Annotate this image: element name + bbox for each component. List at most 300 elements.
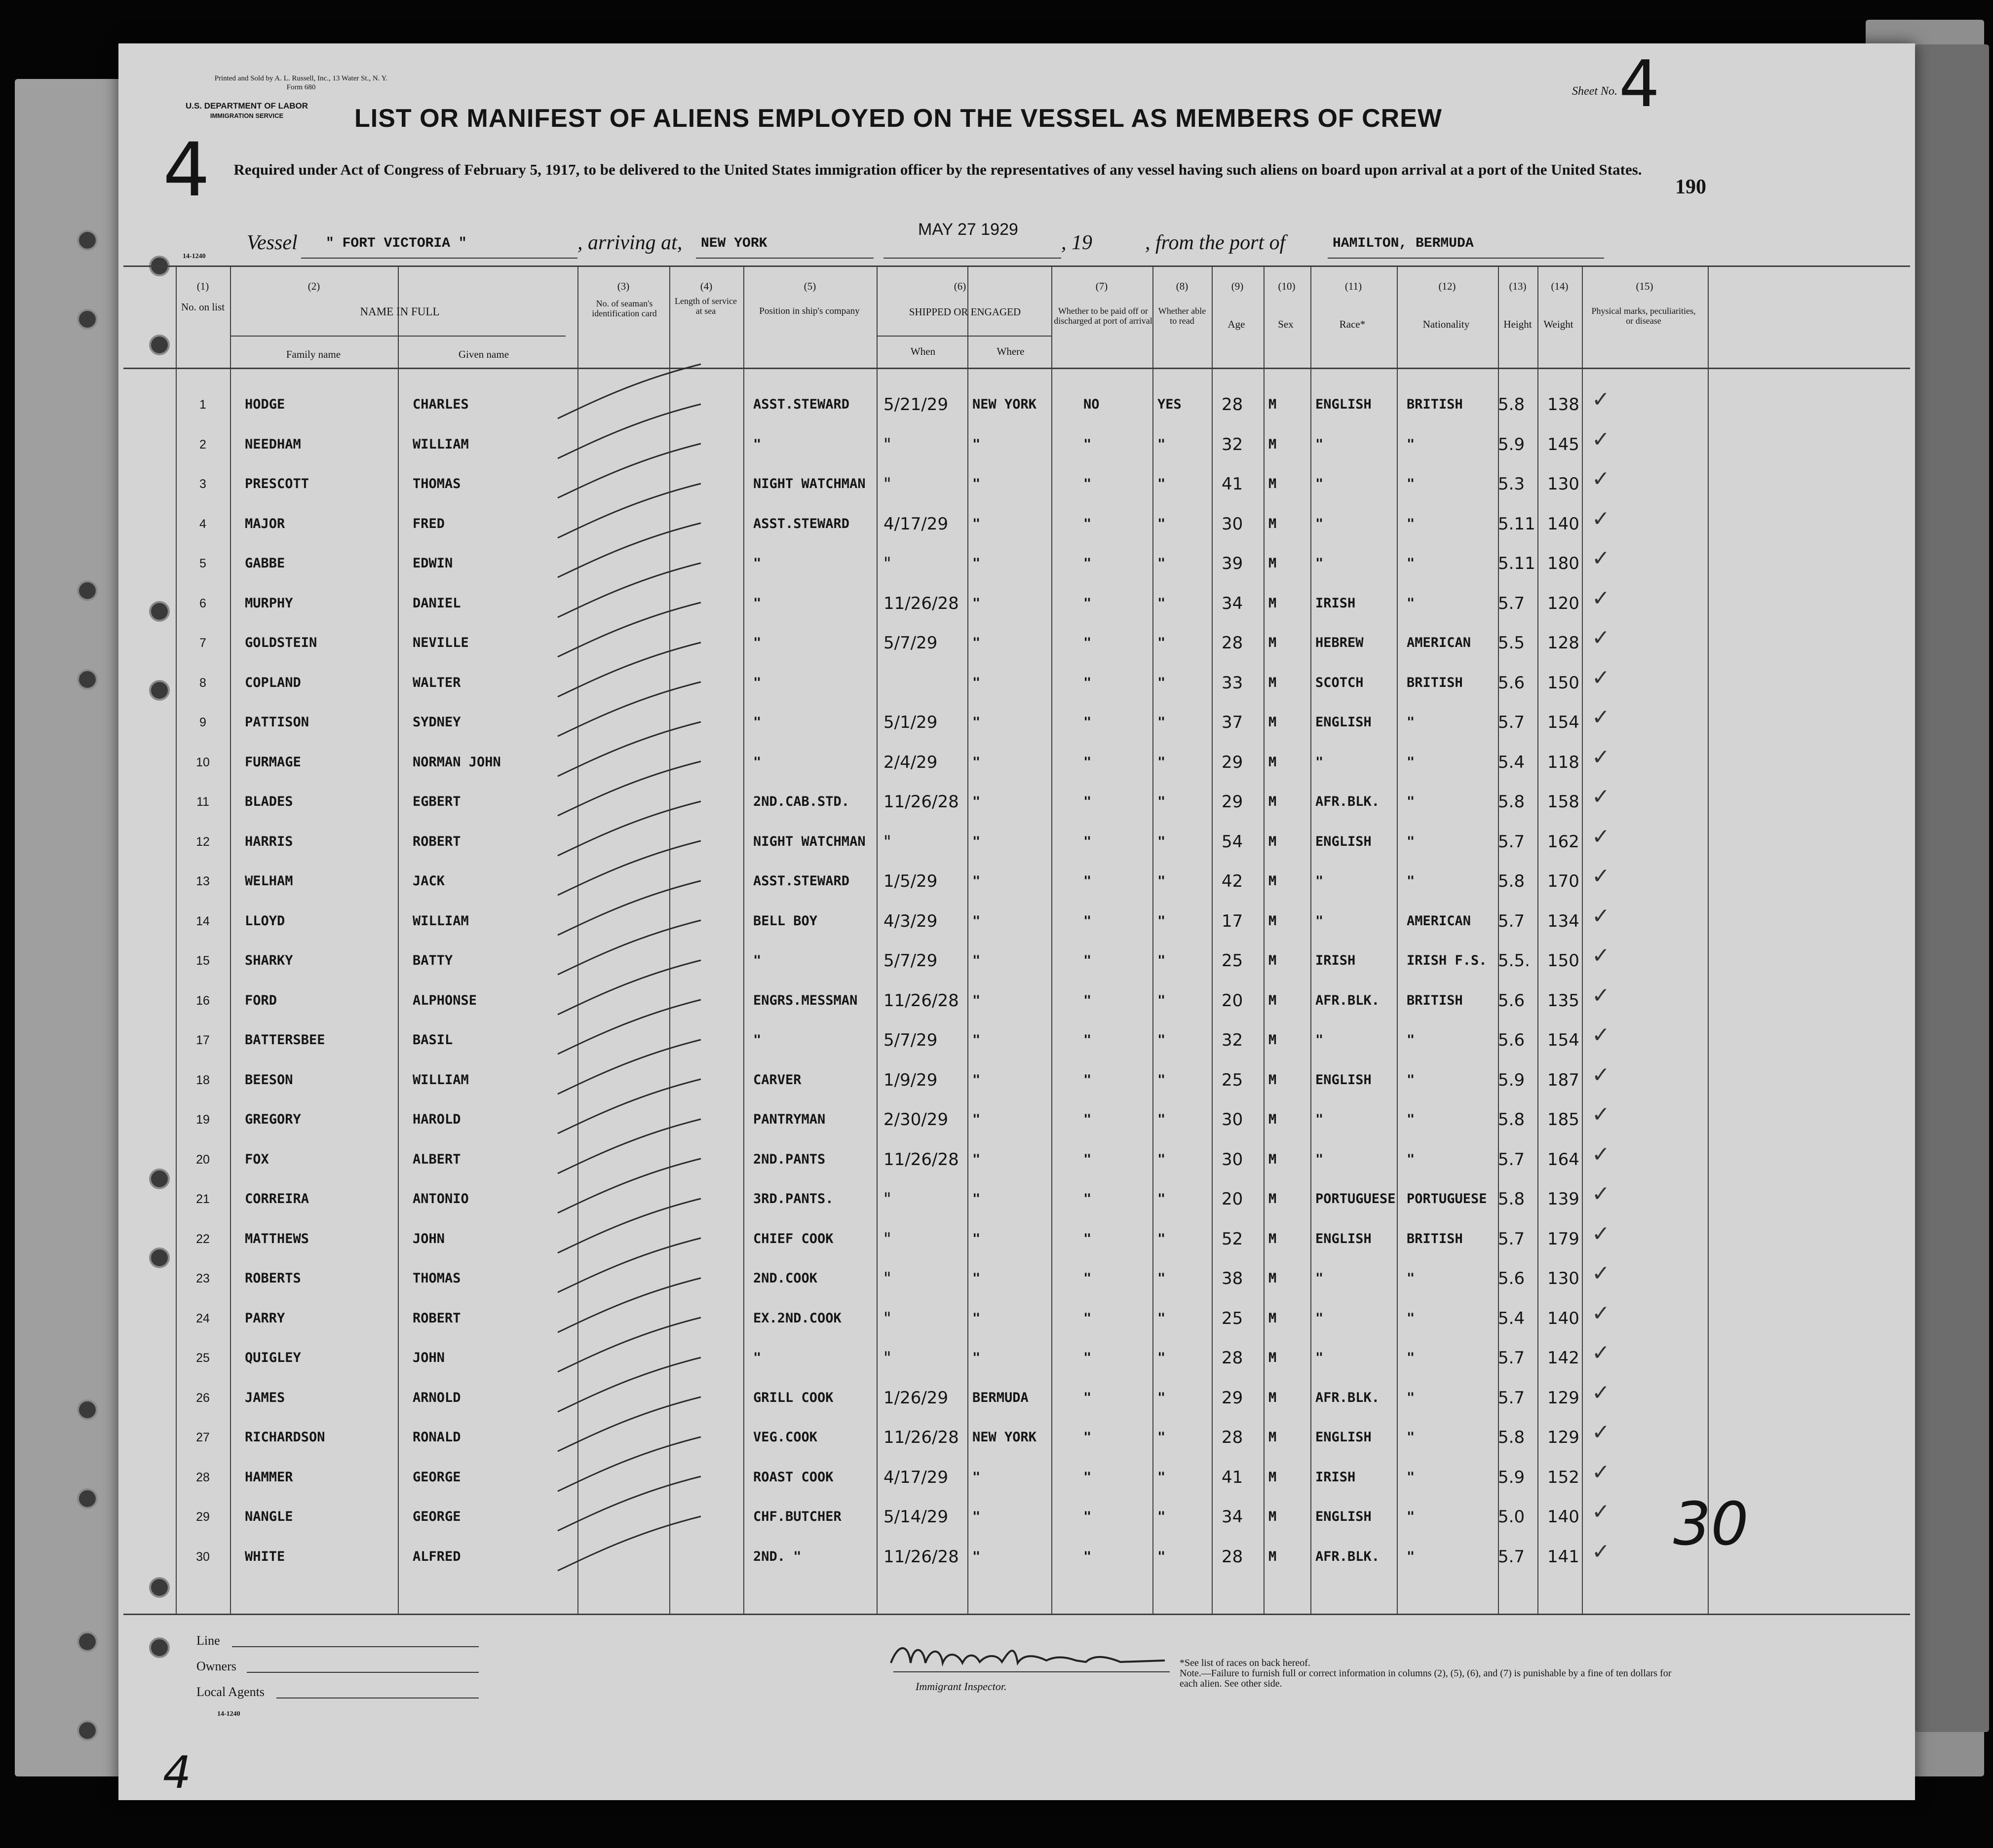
ship-position: ASST.STEWARD [753, 516, 850, 531]
shipped-when: 11/26/28 [883, 792, 959, 812]
family-name: QUIGLEY [245, 1350, 301, 1365]
family-name: MURPHY [245, 595, 293, 611]
shipped-where: " [972, 992, 981, 1008]
column-number: (2) [307, 280, 320, 292]
arriving-port: NEW YORK [701, 236, 767, 251]
shipped-where: " [972, 715, 981, 730]
row-number: 2 [199, 437, 206, 452]
height: 5.7 [1498, 831, 1525, 852]
inspector-signature [888, 1633, 1175, 1678]
sex: M [1268, 595, 1277, 611]
column-number: (12) [1438, 280, 1456, 292]
weight: 142 [1547, 1348, 1579, 1368]
paid-off: " [1083, 595, 1092, 611]
nationality: " [1407, 436, 1415, 452]
row-number: 17 [196, 1033, 210, 1047]
ship-position: ASST.STEWARD [753, 397, 850, 412]
shipped-where: " [972, 1310, 981, 1326]
punch-hole [77, 309, 98, 330]
given-name: JACK [413, 873, 445, 889]
age: 28 [1222, 1428, 1243, 1447]
physical-marks: ✓ [1592, 1141, 1610, 1167]
nationality: AMERICAN [1407, 635, 1471, 650]
physical-marks: ✓ [1592, 705, 1610, 730]
race: " [1315, 556, 1324, 571]
owners-underline [247, 1672, 479, 1673]
nationality: IRISH F.S. [1407, 953, 1487, 968]
weight: 164 [1547, 1149, 1579, 1169]
given-name: BATTY [413, 953, 453, 968]
binder-hole [149, 601, 170, 622]
nationality: " [1407, 1548, 1415, 1564]
sex: M [1268, 1271, 1277, 1286]
shipped-when: 5/7/29 [883, 951, 938, 971]
height: 5.8 [1498, 1110, 1525, 1130]
physical-marks: ✓ [1592, 1380, 1610, 1405]
family-given-divider [398, 336, 399, 368]
sex-header: Sex [1278, 318, 1294, 330]
able-to-read: " [1157, 913, 1166, 929]
race: " [1315, 1032, 1324, 1048]
weight: 140 [1547, 1507, 1579, 1527]
given-name: WILLIAM [413, 913, 469, 929]
family-name: RICHARDSON [245, 1430, 325, 1445]
height: 5.5 [1498, 633, 1525, 653]
ship-position: ROAST COOK [753, 1469, 834, 1485]
race: AFR.BLK. [1315, 1548, 1380, 1564]
able-to-read: " [1157, 754, 1166, 770]
given-name: JOHN [413, 1231, 445, 1246]
family-name: ROBERTS [245, 1271, 301, 1286]
age: 30 [1222, 514, 1243, 534]
shipped-where: " [972, 1350, 981, 1365]
printer-credit [148, 74, 454, 92]
nationality: AMERICAN [1407, 913, 1471, 929]
weight: 152 [1547, 1467, 1579, 1487]
nationality: BRITISH [1407, 397, 1463, 412]
family-name: MATTHEWS [245, 1231, 309, 1246]
paid-off: " [1083, 992, 1092, 1008]
weight: 130 [1547, 1269, 1579, 1288]
printer-text: Printed and Sold by A. L. Russell, Inc., 13 Water St., N. Y. [214, 75, 388, 82]
form-code-bottom: 14-1240 [217, 1710, 240, 1718]
inspector-label: Immigrant Inspector. [916, 1680, 1007, 1693]
race: " [1315, 913, 1324, 929]
race: " [1315, 1271, 1324, 1286]
physical-marks: ✓ [1592, 546, 1610, 571]
able-to-read: " [1157, 635, 1166, 650]
column-rule [1051, 265, 1052, 1614]
family-name: GOLDSTEIN [245, 635, 317, 650]
height: 5.4 [1498, 752, 1525, 772]
shipped-where: " [972, 595, 981, 611]
age: 30 [1222, 1149, 1243, 1169]
weight: 139 [1547, 1189, 1579, 1209]
age: 42 [1222, 871, 1243, 891]
paid-off: " [1083, 1271, 1092, 1286]
paid-off: " [1083, 516, 1092, 531]
local-agents-label: Local Agents [196, 1685, 265, 1699]
able-to-read: " [1157, 1509, 1166, 1524]
age: 28 [1222, 1348, 1243, 1368]
able-to-read: " [1157, 556, 1166, 571]
shipped-where: " [972, 1072, 981, 1088]
stacked-page-far-right [1915, 44, 1989, 1732]
nationality: " [1407, 1151, 1415, 1167]
family-name: GABBE [245, 556, 285, 571]
shipped-when: 5/7/29 [883, 633, 938, 653]
binder-hole [149, 1247, 170, 1268]
position-header: Position in ship's company [759, 306, 860, 316]
sex: M [1268, 516, 1277, 531]
physical-marks: ✓ [1592, 665, 1610, 690]
column-number: (9) [1231, 280, 1244, 292]
row-number: 20 [196, 1152, 210, 1167]
race: PORTUGUESE [1315, 1191, 1396, 1207]
row-number: 29 [196, 1510, 210, 1524]
column-rule [743, 265, 744, 1614]
able-to-read: " [1157, 436, 1166, 452]
ship-position: CHIEF COOK [753, 1231, 834, 1246]
race: IRISH [1315, 953, 1356, 968]
height: 5.7 [1498, 1546, 1525, 1567]
height: 5.9 [1498, 1070, 1525, 1090]
row-number: 26 [196, 1391, 210, 1405]
given-name: WILLIAM [413, 1072, 469, 1088]
form-code-top: 14-1240 [183, 253, 206, 260]
row-number: 12 [196, 834, 210, 849]
weight: 135 [1547, 990, 1579, 1011]
shipped-when: " [883, 1308, 891, 1328]
given-name: BASIL [413, 1032, 453, 1048]
ship-position: " [753, 754, 762, 770]
family-name: WHITE [245, 1548, 285, 1564]
given-name: HAROLD [413, 1112, 461, 1127]
punch-hole [77, 230, 98, 251]
service-name: IMMIGRATION SERVICE [210, 112, 284, 119]
shipped-where: " [972, 1151, 981, 1167]
able-to-read: " [1157, 1112, 1166, 1127]
form-number: Form 680 [286, 83, 316, 91]
given-name: GEORGE [413, 1509, 461, 1524]
paid-off: " [1083, 436, 1092, 452]
given-name: ALFRED [413, 1548, 461, 1564]
shipped-where: " [972, 675, 981, 690]
physical-marks: ✓ [1592, 903, 1610, 929]
given-name: DANIEL [413, 595, 461, 611]
family-name: PATTISON [245, 715, 309, 730]
height: 5.11 [1498, 514, 1535, 534]
statute-notice: Required under Act of Congress of February 5, 1917, to be delivered to the United States immigration officer by the representatives of any vessel having such aliens on board upon arrival at a port of the United States. [233, 161, 1642, 178]
given-name: ANTONIO [413, 1191, 469, 1207]
able-to-read: YES [1157, 397, 1182, 412]
physical-marks: ✓ [1592, 1102, 1610, 1127]
column-rule [1152, 265, 1153, 1614]
row-number: 1 [199, 398, 206, 412]
from-port-underline [1328, 258, 1604, 259]
race: HEBREW [1315, 635, 1364, 650]
height: 5.7 [1498, 1149, 1525, 1169]
column-number: (3) [617, 280, 630, 292]
nationality: " [1407, 1350, 1415, 1365]
nationality: BRITISH [1407, 675, 1463, 690]
able-to-read: " [1157, 1469, 1166, 1485]
shipped-when: 2/30/29 [883, 1110, 949, 1130]
nationality: BRITISH [1407, 992, 1463, 1008]
able-to-read: " [1157, 1430, 1166, 1445]
shipped-where: " [972, 754, 981, 770]
paid-off: " [1083, 675, 1092, 690]
binder-hole [149, 335, 170, 355]
table-bottom-rule [123, 1614, 1910, 1615]
shipped-when: 1/5/29 [883, 871, 938, 891]
sex: M [1268, 1350, 1277, 1365]
row-number: 6 [199, 596, 206, 610]
weight: 134 [1547, 911, 1579, 931]
row-number: 28 [196, 1470, 210, 1484]
family-name: WELHAM [245, 873, 293, 889]
nationality: " [1407, 1430, 1415, 1445]
vessel-name: " FORT VICTORIA " [326, 236, 467, 251]
family-name: NANGLE [245, 1509, 293, 1524]
family-name: BATTERSBEE [245, 1032, 325, 1048]
paid-off: " [1083, 794, 1092, 809]
year-label: , 19 [1061, 231, 1092, 254]
family-name: BLADES [245, 794, 293, 809]
column-rule [1397, 265, 1398, 1614]
shipped-where: NEW YORK [972, 397, 1037, 412]
given-name: SYDNEY [413, 715, 461, 730]
race: " [1315, 1350, 1324, 1365]
column-number: (14) [1551, 280, 1569, 292]
shipped-where: " [972, 1548, 981, 1564]
family-name: CORREIRA [245, 1191, 309, 1207]
height: 5.11 [1498, 554, 1535, 573]
given-name: JOHN [413, 1350, 445, 1365]
given-name-header: Given name [458, 348, 509, 360]
weight-header: Weight [1543, 318, 1573, 330]
physical-marks-header: Physical marks, peculiarities, or disease [1591, 306, 1696, 326]
able-to-read: " [1157, 1032, 1166, 1048]
paid-off: NO [1083, 397, 1100, 412]
age: 41 [1222, 1467, 1243, 1487]
shipped-where: " [972, 1271, 981, 1286]
sex: M [1268, 754, 1277, 770]
age: 28 [1222, 395, 1243, 415]
sex: M [1268, 1548, 1277, 1564]
able-to-read: " [1157, 1231, 1166, 1246]
ship-position: BELL BOY [753, 913, 818, 929]
family-name: HARRIS [245, 833, 293, 849]
family-name: FURMAGE [245, 754, 301, 770]
row-number: 4 [199, 517, 206, 531]
ship-position: ASST.STEWARD [753, 873, 850, 889]
given-name: WALTER [413, 675, 461, 690]
column-rule [1498, 265, 1499, 1614]
ship-position: " [753, 595, 762, 611]
ship-position: " [753, 556, 762, 571]
row-number: 19 [196, 1113, 210, 1127]
shipped-when: 11/26/28 [883, 990, 959, 1011]
paid-off: " [1083, 953, 1092, 968]
punch-hole [77, 580, 98, 601]
height: 5.7 [1498, 713, 1525, 732]
ship-position: " [753, 715, 762, 730]
given-name: RONALD [413, 1430, 461, 1445]
height: 5.8 [1498, 871, 1525, 891]
weight: 179 [1547, 1229, 1579, 1249]
height: 5.6 [1498, 1030, 1525, 1050]
age: 32 [1222, 1030, 1243, 1050]
height: 5.7 [1498, 1229, 1525, 1249]
race: AFR.BLK. [1315, 794, 1380, 809]
age: 39 [1222, 554, 1243, 573]
weight: 150 [1547, 951, 1579, 971]
ship-position: " [753, 635, 762, 650]
weight: 154 [1547, 713, 1579, 732]
family-name: LLOYD [245, 913, 285, 929]
physical-marks: ✓ [1592, 387, 1610, 412]
sheet-no-label: Sheet No. [1572, 85, 1617, 98]
race: ENGLISH [1315, 1231, 1372, 1246]
column-number: (13) [1509, 280, 1527, 292]
age: 28 [1222, 1546, 1243, 1567]
sex: M [1268, 635, 1277, 650]
column-rule [1582, 265, 1583, 1614]
sex: M [1268, 953, 1277, 968]
sex: M [1268, 1191, 1277, 1207]
col-no-label: No. on list [181, 301, 225, 313]
paid-off: " [1083, 833, 1092, 849]
punch-hole [77, 1720, 98, 1741]
vessel-underline [301, 258, 577, 259]
row-number: 27 [196, 1431, 210, 1444]
able-to-read: " [1157, 1390, 1166, 1405]
race: " [1315, 1112, 1324, 1127]
from-port-label: , from the port of [1145, 231, 1286, 254]
sex: M [1268, 476, 1277, 491]
sheet-no-value: 4 [1619, 46, 1660, 121]
row-number: 13 [196, 874, 210, 888]
paid-off: " [1083, 754, 1092, 770]
sex: M [1268, 833, 1277, 849]
nationality: " [1407, 794, 1415, 809]
ship-position: 3RD.PANTS. [753, 1191, 834, 1207]
header-bottom-rule [123, 368, 1910, 369]
shipped-where: " [972, 1469, 981, 1485]
paid-off: " [1083, 1072, 1092, 1088]
sex: M [1268, 1072, 1277, 1088]
shipped-where: " [972, 873, 981, 889]
weight: 118 [1547, 752, 1579, 772]
height: 5.7 [1498, 1348, 1525, 1368]
ship-position: GRILL COOK [753, 1390, 834, 1405]
length-service-header: Length of service at sea [675, 296, 737, 316]
vessel-label: Vessel [247, 231, 298, 254]
family-name: COPLAND [245, 675, 301, 690]
weight: 145 [1547, 434, 1579, 454]
punch-hole [77, 1631, 98, 1652]
ship-position: NIGHT WATCHMAN [753, 833, 866, 849]
column-rule [1212, 265, 1213, 1614]
date-underline [883, 258, 1061, 259]
given-name: EGBERT [413, 794, 461, 809]
shipped-when: " [883, 1269, 891, 1288]
arrival-date-stamp: MAY 27 1929 [918, 220, 1018, 239]
binder-hole [149, 1169, 170, 1189]
age: 29 [1222, 1388, 1243, 1408]
race-header: Race* [1339, 318, 1366, 330]
race: " [1315, 1151, 1324, 1167]
paid-off: " [1083, 913, 1092, 929]
ship-position: 2ND. " [753, 1548, 802, 1564]
given-name: ROBERT [413, 1310, 461, 1326]
physical-marks: ✓ [1592, 744, 1610, 770]
height: 5.8 [1498, 792, 1525, 812]
shipped-where: " [972, 476, 981, 491]
row-number: 3 [199, 477, 206, 491]
shipped-when: 4/3/29 [883, 911, 938, 931]
able-to-read: " [1157, 1350, 1166, 1365]
agents-underline [276, 1697, 479, 1698]
shipped-where: " [972, 1191, 981, 1207]
able-read-header: Whether able to read [1158, 306, 1206, 326]
shipped-where: BERMUDA [972, 1390, 1029, 1405]
age: 33 [1222, 673, 1243, 693]
race: ENGLISH [1315, 1430, 1372, 1445]
nationality: " [1407, 1112, 1415, 1127]
line-underline [232, 1646, 479, 1647]
ship-position: PANTRYMAN [753, 1112, 826, 1127]
weight: 187 [1547, 1070, 1579, 1090]
shipped-subheader-rule [877, 336, 1051, 337]
from-port: HAMILTON, BERMUDA [1333, 236, 1474, 251]
sex: M [1268, 675, 1277, 690]
seaman-card-header: No. of seaman's identification card [592, 299, 657, 318]
sex: M [1268, 794, 1277, 809]
age: 20 [1222, 990, 1243, 1011]
nationality: " [1407, 873, 1415, 889]
nationality: " [1407, 1390, 1415, 1405]
physical-marks: ✓ [1592, 1300, 1610, 1326]
given-name: CHARLES [413, 397, 469, 412]
paid-off: " [1083, 1509, 1092, 1524]
family-name: NEEDHAM [245, 436, 301, 452]
ship-position: " [753, 675, 762, 690]
sex: M [1268, 397, 1277, 412]
nationality: BRITISH [1407, 1231, 1463, 1246]
given-name: WILLIAM [413, 436, 469, 452]
paid-off: " [1083, 873, 1092, 889]
shipped-when: " [883, 474, 891, 494]
physical-marks: ✓ [1592, 1340, 1610, 1365]
weight: 150 [1547, 673, 1579, 693]
column-number: (1) [196, 280, 209, 292]
physical-marks: ✓ [1592, 625, 1610, 650]
shipped-where: " [972, 794, 981, 809]
weight: 130 [1547, 474, 1579, 494]
weight: 140 [1547, 1308, 1579, 1328]
paid-off: " [1083, 476, 1092, 491]
nationality: " [1407, 1469, 1415, 1485]
sex: M [1268, 1469, 1277, 1485]
paid-off: " [1083, 1350, 1092, 1365]
age: 37 [1222, 713, 1243, 732]
weight: 128 [1547, 633, 1579, 653]
column-number: (11) [1344, 280, 1362, 292]
binder-hole [149, 1577, 170, 1598]
ship-position: " [753, 953, 762, 968]
